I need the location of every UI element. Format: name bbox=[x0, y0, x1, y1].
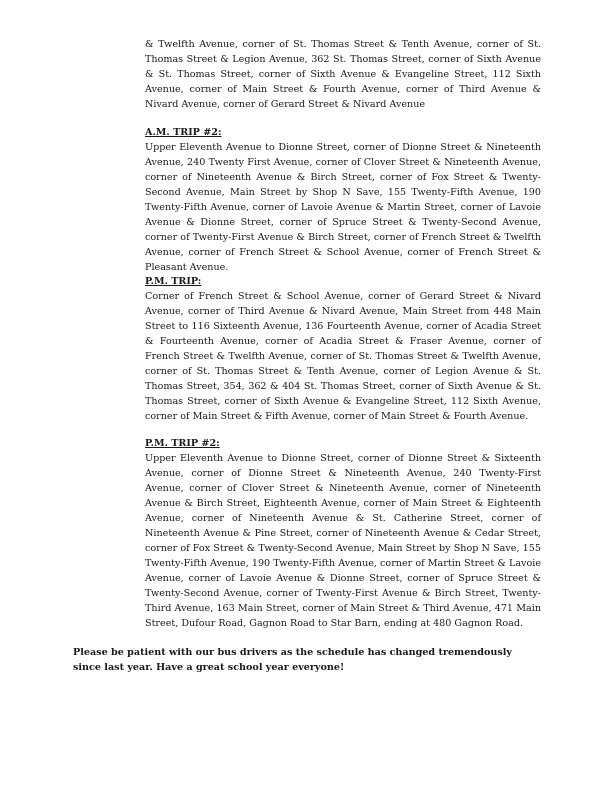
closing-message: Please be patient with our bus drivers as the schedule has changed tremendously since last year. Have a great school year everyone! bbox=[73, 647, 512, 673]
route-continuation-text: & Twelfth Avenue, corner of St. Thomas Street & Tenth Avenue, corner of St. Thomas Street & Legion Avenue, 362 St. Thomas Street, corner of Sixth Avenue & St. Thomas Street, corner of Sixth Avenue & Evangeline Street, 112 Sixth Avenue, corner of Main Street & Fourth Avenue, corner of Third Avenue & Nivard Avenue, corner of Gerard Street & Nivard Avenue bbox=[145, 39, 541, 110]
am-trip-2-route: Upper Eleventh Avenue to Dionne Street, corner of Dionne Street & Nineteenth Avenue, 240 Twenty First Avenue, corner of Clover Street & Nineteenth Avenue, corner of Nineteenth Avenue & Birch Street, corner of Fox Street & Twenty-Second Avenue, Main Street by Shop N Save, 155 Twenty-Fifth Avenue, 190 Twenty-Fifth Avenue, corner of Lavoie Avenue & Martin Street, corner of Lavoie Avenue & Dionne Street, corner of Spruce Street & Twenty-Second Avenue, corner of Twenty-First Avenue & Birch Street, corner of French Street & Twelfth Avenue, corner of French Street & School Avenue, corner of French Street & Pleasant Avenue. bbox=[145, 142, 541, 273]
pm-trip-section bbox=[145, 274, 541, 424]
route-continuation-block bbox=[145, 37, 541, 112]
pm-trip-route: Corner of French Street & School Avenue, corner of Gerard Street & Nivard Avenue, corner of Third Avenue & Nivard Avenue, Main Street from 448 Main Street to 116 Sixteenth Avenue, 136 Fourteenth Avenue, corner of Acadia Street & Fourteenth Avenue, corner of Acadia Street & Fraser Avenue, corner of French Street & Twelfth Avenue, corner of St. Thomas Street & Twelfth Avenue, corner of St. Thomas Street & Tenth Avenue, corner of Legion Avenue & St. Thomas Street, 354, 362 & 404 St. Thomas Street, corner of Sixth Avenue & St. Thomas Street, corner of Sixth Avenue & Evangeline Street, 112 Sixth Avenue, corner of Main Street & Fifth Avenue, corner of Main Street & Fourth Avenue. bbox=[145, 291, 541, 422]
pm-trip-2-heading: P.M. TRIP #2: bbox=[145, 438, 220, 449]
pm-trip-2-section bbox=[145, 436, 541, 631]
am-trip-2-section bbox=[145, 125, 541, 275]
pm-trip-heading: P.M. TRIP: bbox=[145, 276, 202, 287]
am-trip-2-heading: A.M. TRIP #2: bbox=[145, 127, 222, 138]
pm-trip-2-route: Upper Eleventh Avenue to Dionne Street, corner of Dionne Street & Sixteenth Avenue, corner of Dionne Street & Nineteenth Avenue, 240 Twenty-First Avenue, corner of Clover Street & Nineteenth Avenue, corner of Nineteenth Avenue & Birch Street, Eighteenth Avenue, corner of Main Street & Eighteenth Avenue, corner of Nineteenth Avenue & St. Catherine Street, corner of Nineteenth Avenue & Pine Street, corner of Nineteenth Avenue & Cedar Street, corner of Fox Street & Twenty-Second Avenue, Main Street by Shop N Save, 155 Twenty-Fifth Avenue, 190 Twenty-Fifth Avenue, corner of Martin Street & Lavoie Avenue, corner of Lavoie Avenue & Dionne Street, corner of Spruce Street & Twenty-Second Avenue, corner of Twenty-First Avenue & Birch Street, Twenty-Third Avenue, 163 Main Street, corner of Main Street & Third Avenue, 471 Main Street, Dufour Road, Gagnon Road to Star Barn, ending at 480 Gagnon Road. bbox=[145, 453, 541, 629]
